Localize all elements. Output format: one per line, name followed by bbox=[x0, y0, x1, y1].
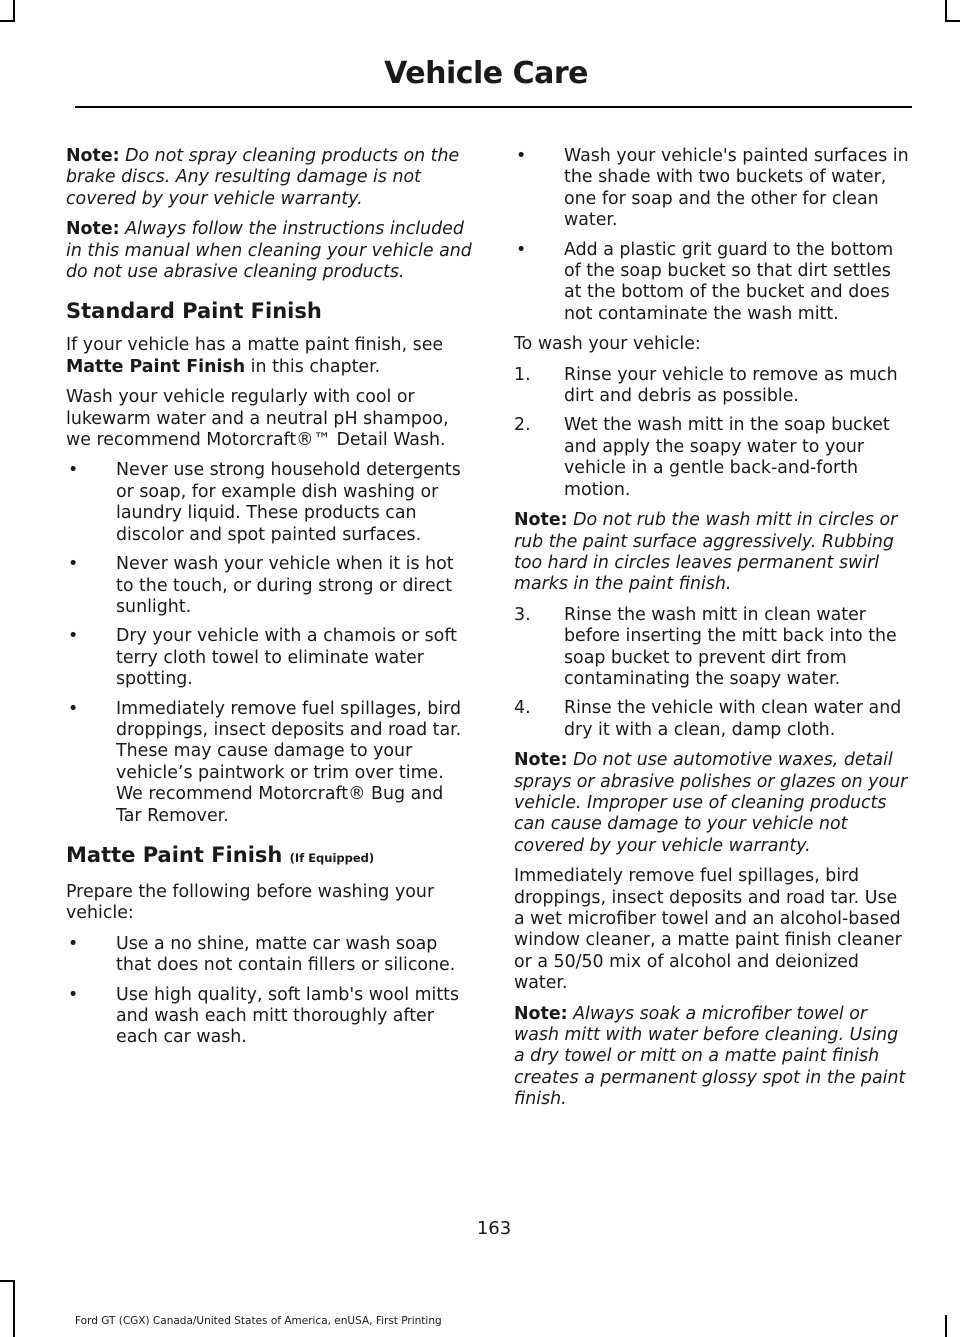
bullet-marker: • bbox=[68, 554, 79, 575]
note-no-waxes: Note: Do not use automotive waxes, detail sprays or abrasive polishes or glazes on your vehicle. Improper use of cleaning products can cause damage to your vehicle not covered by your vehicle warranty. bbox=[514, 750, 908, 856]
crop-mark-top-right-h bbox=[945, 20, 960, 22]
list-item: 2. Wet the wash mitt in the soap bucket and apply the soapy water to your vehicle in a gentle back-and-forth motion. bbox=[514, 415, 890, 500]
wash-steps-list bbox=[514, 365, 910, 501]
list-item: 1. Rinse your vehicle to remove as much dirt and debris as possible. bbox=[514, 364, 898, 407]
crop-mark-top-right-v bbox=[945, 0, 947, 22]
wash-steps-list-continued bbox=[514, 605, 910, 741]
list-item: • Use a no shine, matte car wash soap that does not contain fillers or silicone. bbox=[68, 933, 456, 976]
step-number: 1. bbox=[514, 364, 531, 385]
list-item: • Immediately remove fuel spillages, bird droppings, insect deposits and road tar. These may cause damage to your vehicle’s paintwork or trim over time. We recommend Motorcraft® Bug and Tar Remover. bbox=[68, 698, 462, 826]
remove-spillages-paragraph: Immediately remove fuel spillages, bird droppings, insect deposits and road tar. Use a wet microfiber towel and an alcohol-based window cleaner, a matte paint finish cleaner or a 50/50 mix of alcohol and deionized water. bbox=[514, 866, 902, 994]
crop-mark-top-left-v bbox=[13, 0, 15, 22]
matte-paint-finish-reference: Matte Paint Finish bbox=[66, 356, 246, 377]
left-column bbox=[66, 146, 474, 1058]
bullet-marker: • bbox=[68, 984, 79, 1005]
list-item: • Use high quality, soft lamb's wool mitts and wash each mitt thoroughly after each car wash. bbox=[68, 984, 460, 1048]
wash-precautions-list bbox=[66, 460, 474, 827]
crop-mark-bottom-right-v bbox=[945, 1315, 947, 1337]
page-title: Vehicle Care bbox=[384, 56, 588, 91]
list-item: 4. Rinse the vehicle with clean water and dry it with a clean, damp cloth. bbox=[514, 698, 902, 740]
to-wash-paragraph: To wash your vehicle: bbox=[514, 334, 701, 355]
note-do-not-rub: Note: Do not rub the wash mitt in circles or rub the paint surface aggressively. Rubbing too hard in circles leaves permanent swirl marks in the paint finish. bbox=[514, 510, 898, 595]
bullet-marker: • bbox=[68, 460, 79, 481]
crop-mark-bottom-left-h bbox=[0, 1280, 15, 1282]
right-column bbox=[514, 146, 910, 1120]
prepare-list-continued bbox=[514, 146, 910, 325]
footer-publication-info: Ford GT (CGX) Canada/United States of America, enUSA, First Printing bbox=[75, 1315, 442, 1327]
step-number: 3. bbox=[514, 604, 531, 625]
list-item: 3. Rinse the wash mitt in clean water before inserting the mitt back into the soap bucket to prevent dirt from contaminating the soapy water. bbox=[514, 604, 897, 689]
matte-reference-paragraph: If your vehicle has a matte paint finish, see Matte Paint Finish in this chapter. bbox=[66, 335, 444, 377]
heading-matte-paint-finish: Matte Paint Finish (If Equipped) bbox=[66, 842, 375, 867]
note-follow-instructions: Note: Always follow the instructions included in this manual when cleaning your vehicle and do not use abrasive cleaning products. bbox=[66, 219, 472, 283]
bullet-marker: • bbox=[68, 933, 79, 954]
prepare-paragraph: Prepare the following before washing your vehicle: bbox=[66, 881, 435, 924]
heading-standard-paint-finish: Standard Paint Finish bbox=[66, 299, 322, 324]
bullet-marker: • bbox=[516, 146, 527, 166]
note-soak-towel: Note: Always soak a microfiber towel or wash mitt with water before cleaning. Using a dry towel or mitt on a matte paint finish creates a permanent glossy spot in the paint finish. bbox=[514, 1003, 906, 1110]
prepare-list bbox=[66, 934, 474, 1049]
crop-mark-top-left-h bbox=[0, 20, 15, 22]
list-item: • Never use strong household detergents or soap, for example dish washing or laundry liquid. These products can discolor and spot painted surfaces. bbox=[68, 460, 461, 545]
if-equipped-label: (If Equipped) bbox=[289, 850, 375, 865]
page-number: 163 bbox=[476, 1218, 512, 1239]
crop-mark-bottom-left-v bbox=[13, 1280, 15, 1337]
list-item: • Add a plastic grit guard to the bottom of the soap bucket so that dirt settles at the bottom of the bucket and does not contaminate the wash mitt. bbox=[516, 239, 894, 324]
list-item: • Wash your vehicle's painted surfaces in the shade with two buckets of water, one for soap and the other for clean water. bbox=[516, 146, 909, 231]
step-number: 2. bbox=[514, 415, 531, 436]
bullet-marker: • bbox=[516, 239, 527, 260]
step-number: 4. bbox=[514, 698, 531, 719]
bullet-marker: • bbox=[68, 626, 79, 647]
header-rule bbox=[75, 106, 912, 108]
bullet-marker: • bbox=[68, 698, 79, 719]
list-item: • Dry your vehicle with a chamois or soft terry cloth towel to eliminate water spotting. bbox=[68, 626, 457, 690]
note-brake-discs: Note: Do not spray cleaning products on the brake discs. Any resulting damage is not covered by your vehicle warranty. bbox=[66, 146, 460, 209]
wash-regularly-paragraph: Wash your vehicle regularly with cool or lukewarm water and a neutral pH shampoo, we recommend Motorcraft®™ Detail Wash. bbox=[66, 387, 449, 451]
list-item: • Never wash your vehicle when it is hot to the touch, or during strong or direct sunlight. bbox=[68, 554, 454, 617]
